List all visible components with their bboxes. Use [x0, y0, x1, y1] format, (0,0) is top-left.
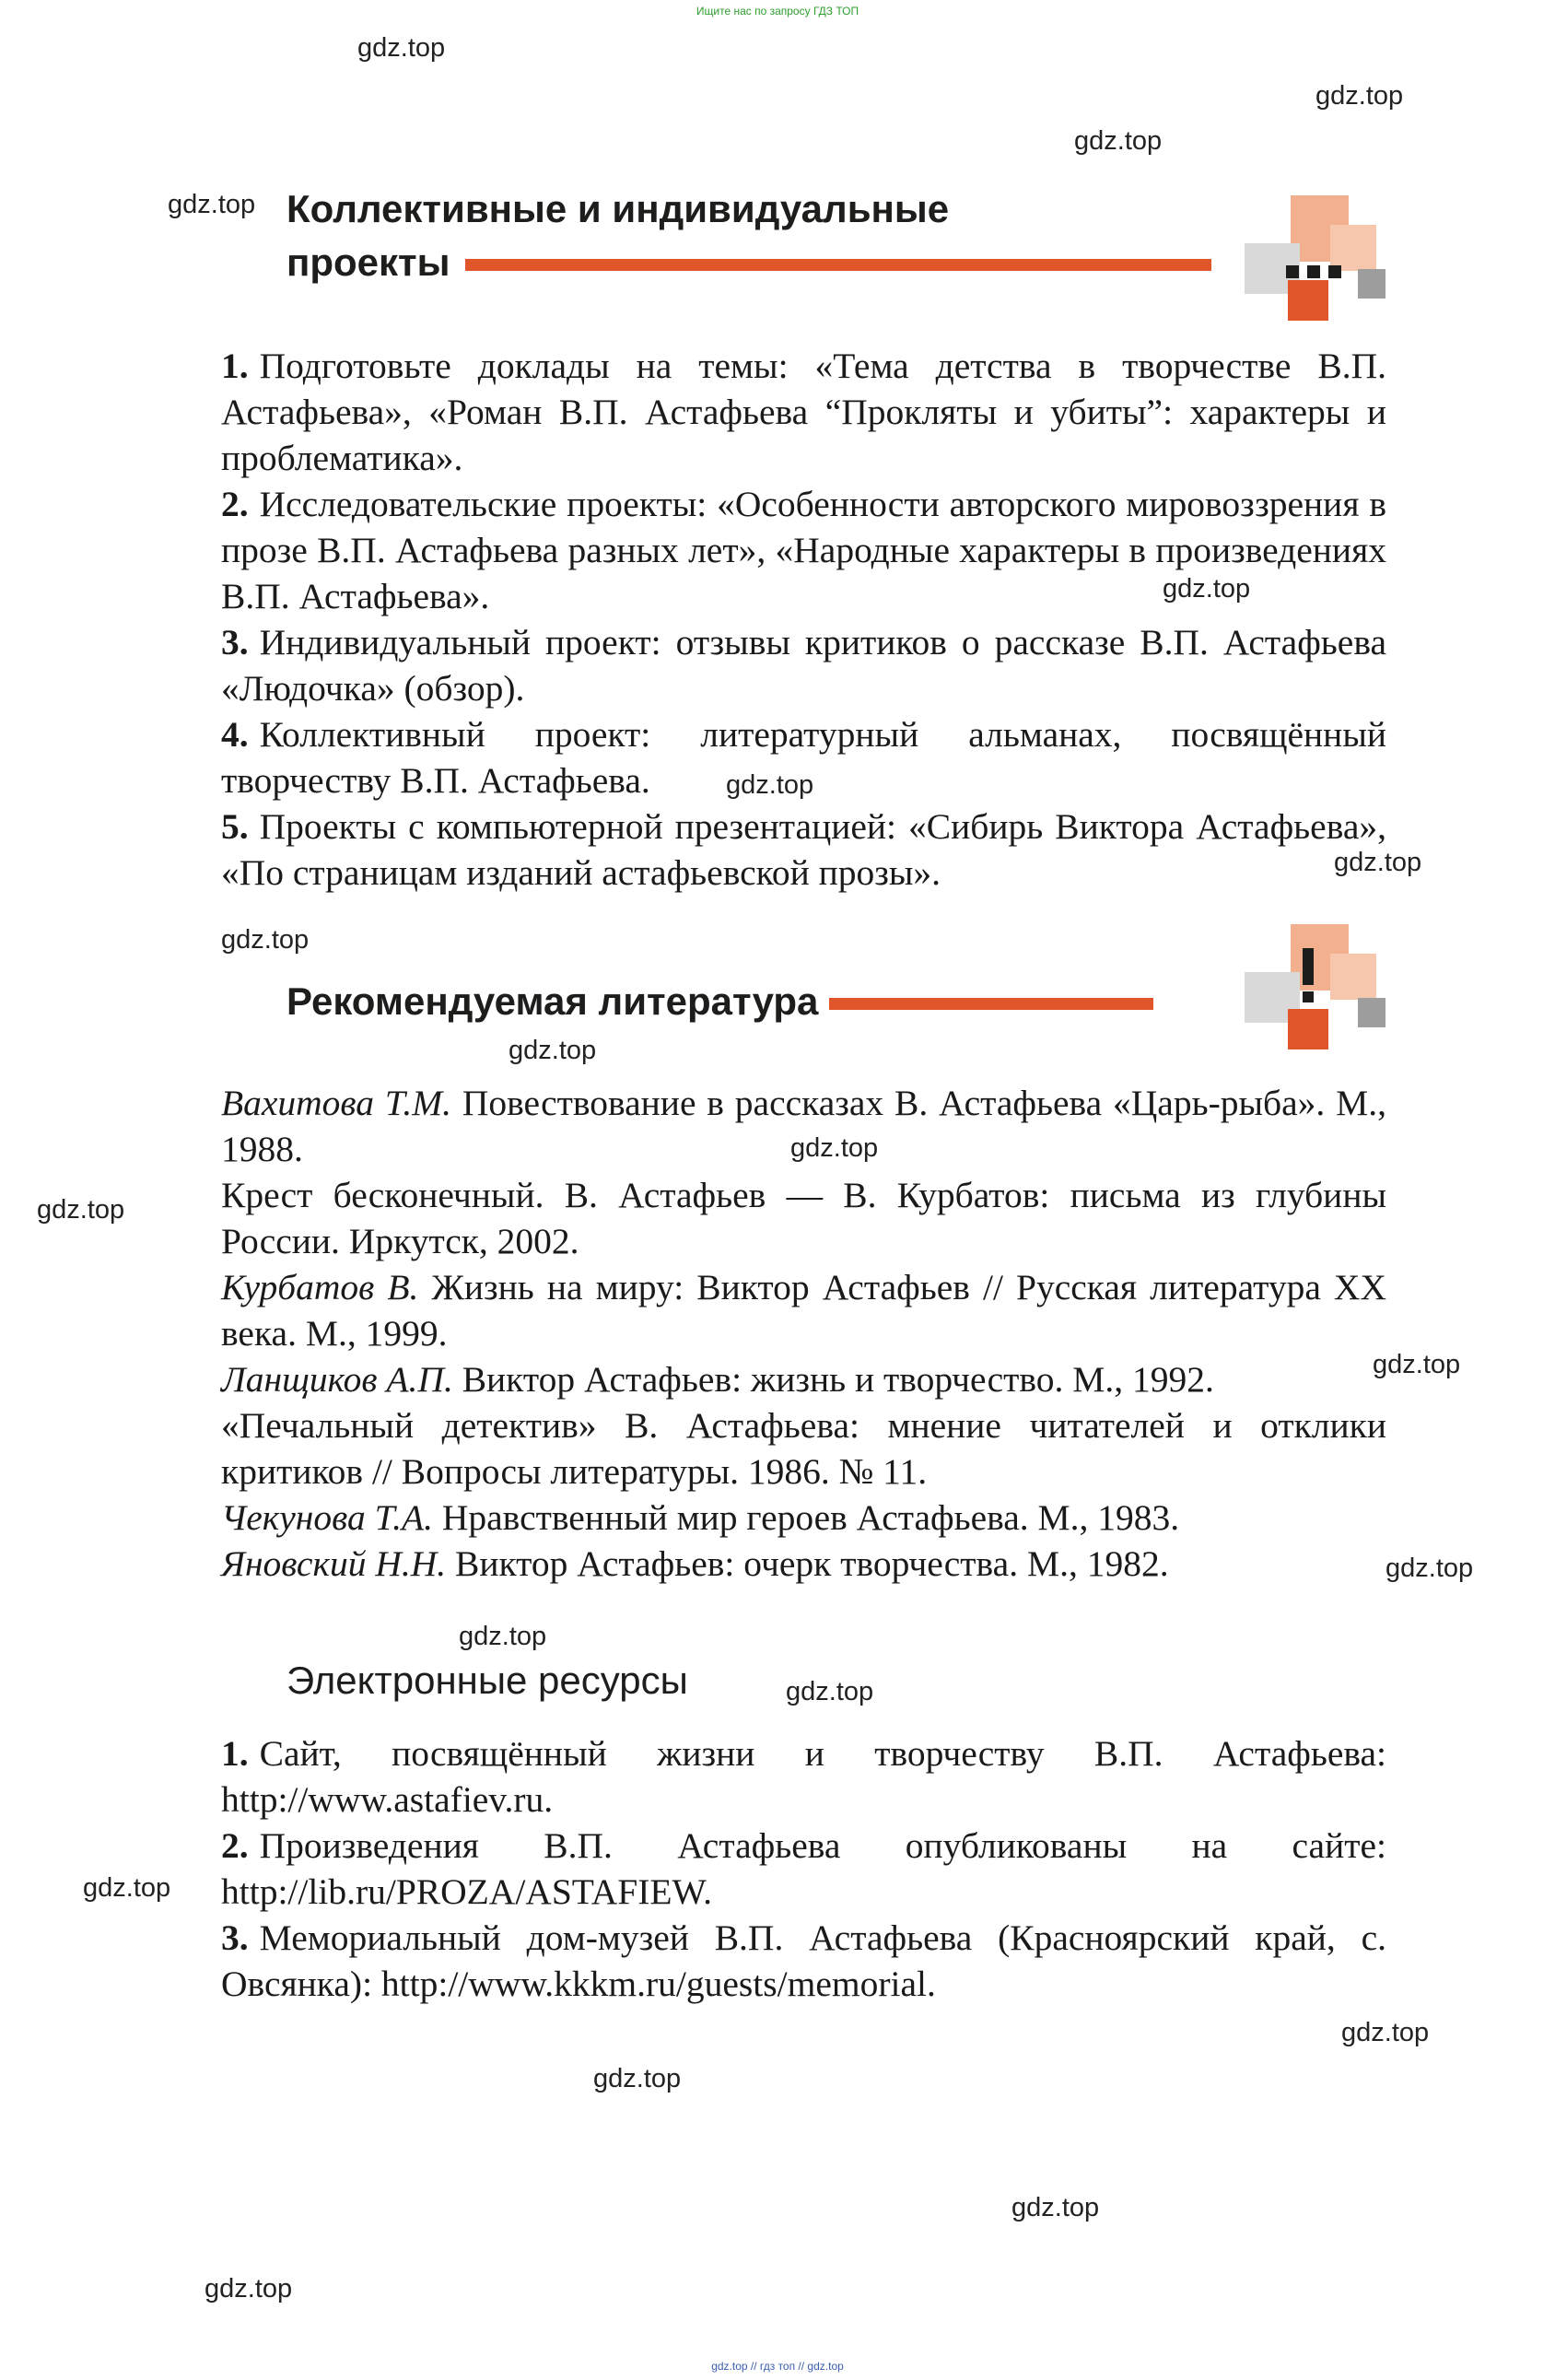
list-item: Чекунова Т.А. Нравственный мир героев Астафьева. М., 1983. [221, 1497, 1180, 1538]
ellipsis-dots-icon [1238, 195, 1395, 329]
section-title-projects: Коллективные и индивидуальные проекты [286, 182, 1211, 289]
section-divider-bar [829, 998, 1153, 1010]
list-item: Яновский Н.Н. Виктор Астафьев: очерк творчества. М., 1982. [221, 1543, 1169, 1584]
literature-list [221, 1080, 1386, 1587]
watermark: gdz.top [83, 1873, 171, 1903]
list-item: Крест бесконечный. В. Астафьев — В. Курбатов: письма из глубины России. Иркутск, 2002. [221, 1175, 1386, 1261]
watermark: gdz.top [1315, 81, 1404, 111]
list-item: Ланщиков А.П. Виктор Астафьев: жизнь и творчество. М., 1992. [221, 1359, 1214, 1400]
watermark: gdz.top [205, 2274, 293, 2304]
watermark: gdz.top [1011, 2193, 1100, 2222]
watermark: gdz.top [221, 925, 310, 955]
watermark: gdz.top [37, 1195, 125, 1225]
watermark: gdz.top [168, 190, 256, 219]
watermark: gdz.top [790, 1133, 879, 1163]
watermark: gdz.top [509, 1036, 597, 1065]
section-title-literature: Рекомендуемая литература [286, 975, 1153, 1028]
exclamation-icon [1238, 924, 1395, 1058]
bottom-banner: gdz.top // гдз топ // gdz.top [711, 2360, 844, 2373]
list-item: Курбатов В. Жизнь на миру: Виктор Астафьев // Русская литература XX века. М., 1999. [221, 1267, 1386, 1354]
watermark: gdz.top [593, 2064, 682, 2093]
watermark: gdz.top [1373, 1350, 1461, 1379]
list-item: 3. Мемориальный дом-музей В.П. Астафьева (Красноярский край, с. Овсянка): http://www.kkkm.ru/guests/memorial. [221, 1917, 1386, 2004]
watermark: gdz.top [1385, 1553, 1474, 1583]
section-divider-bar [465, 259, 1211, 271]
list-item: 4. Коллективный проект: литературный альманах, посвящённый творчеству В.П. Астафьева. [221, 714, 1386, 801]
list-item: 1. Подготовьте доклады на темы: «Тема детства в творчестве В.П. Астафьева», «Роман В.П. Астафьева “Прокляты и убиты”: характеры и проблематика». [221, 346, 1386, 478]
watermark: gdz.top [1074, 126, 1163, 156]
watermark: gdz.top [1341, 2018, 1430, 2047]
watermark: gdz.top [459, 1622, 547, 1651]
list-item: 1. Сайт, посвящённый жизни и творчеству В.П. Астафьева: http://www.astafiev.ru. [221, 1733, 1386, 1820]
list-item: Вахитова Т.М. Повествование в рассказах В. Астафьева «Царь-рыба». М., 1988. [221, 1083, 1386, 1169]
watermark: gdz.top [357, 33, 446, 63]
top-banner: Ищите нас по запросу ГДЗ ТОП [696, 5, 859, 18]
list-item: 5. Проекты с компьютерной презентацией: «Сибирь Виктора Астафьева», «По страницам изданий астафьевской прозы». [221, 806, 1386, 893]
list-item: 2. Произведения В.П. Астафьева опубликованы на сайте: http://lib.ru/PROZA/ASTAFIEW. [221, 1825, 1386, 1912]
watermark: gdz.top [1334, 848, 1422, 877]
section-title-resources: Электронные ресурсы [286, 1659, 688, 1702]
projects-list [221, 343, 1386, 896]
list-item: «Печальный детектив» В. Астафьева: мнение читателей и отклики критиков // Вопросы литературы. 1986. № 11. [221, 1405, 1386, 1492]
resources-list [221, 1730, 1386, 2007]
watermark: gdz.top [1163, 574, 1251, 604]
watermark: gdz.top [726, 770, 814, 800]
list-item: 2. Исследовательские проекты: «Особенности авторского мировоззрения в прозе В.П. Астафьева разных лет», «Народные характеры в произведениях В.П. Астафьева». [221, 484, 1386, 616]
watermark: gdz.top [786, 1677, 874, 1706]
list-item: 3. Индивидуальный проект: отзывы критиков о рассказе В.П. Астафьева «Людочка» (обзор). [221, 622, 1386, 709]
